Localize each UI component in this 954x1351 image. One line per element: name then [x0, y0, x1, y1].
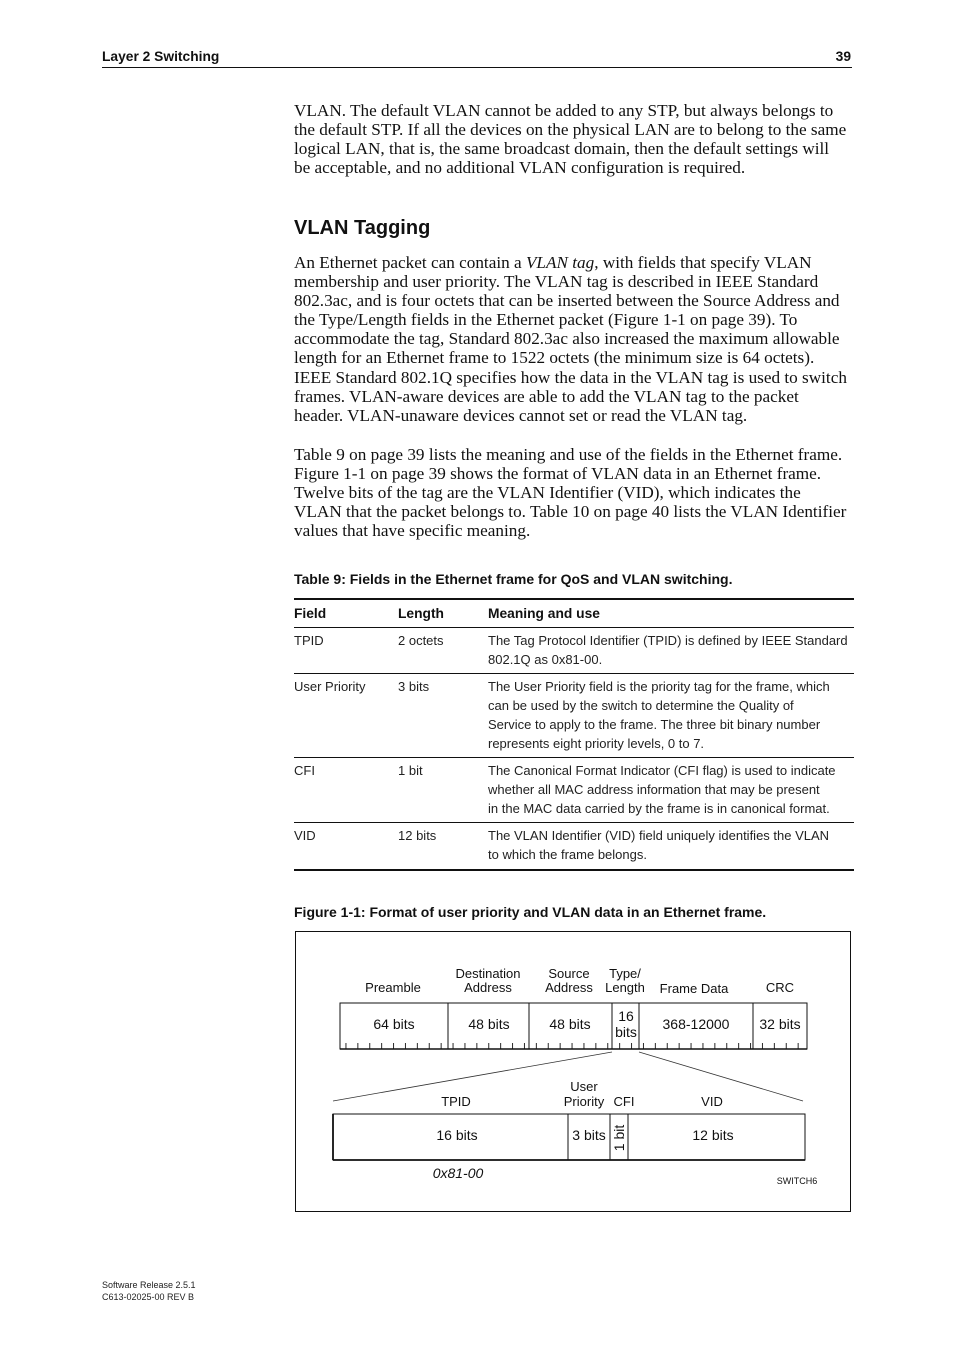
- figure-id: SWITCH6: [776, 1176, 818, 1186]
- tag-outline: [333, 1114, 805, 1160]
- meaning-cell: [488, 677, 854, 753]
- document-id: C613-02025-00 REV B: [102, 1292, 195, 1302]
- vid-label: VID: [701, 1094, 723, 1109]
- text-line: be acceptable, and no additional VLAN configuration is required.: [294, 158, 746, 178]
- type-length-label-line2: Length: [605, 980, 645, 995]
- text-line: the default STP. If all the devices on the physical LAN are to belong to the same: [294, 120, 847, 140]
- text-line: header. VLAN-unaware devices cannot set or read the VLAN tag.: [294, 405, 748, 425]
- crc-size: 32 bits: [759, 1016, 801, 1032]
- ethernet-frame-diagram: [295, 931, 851, 1212]
- destination-size: 48 bits: [468, 1016, 510, 1032]
- meaning-line: The Tag Protocol Identifier (TPID) is defined by IEEE Standard: [488, 633, 848, 648]
- column-header-field: Field: [294, 606, 327, 621]
- tpid-label: TPID: [441, 1094, 471, 1109]
- text-line: the Type/Length fields in the Ethernet packet (Figure 1-1 on page 39). To: [294, 310, 798, 330]
- text-line: logical LAN, that is, the same broadcast domain, then the default settings will: [294, 139, 830, 159]
- length-cell: 2 octets: [398, 633, 444, 648]
- type-length-size-line1: 16: [618, 1008, 634, 1024]
- emphasized-term: VLAN tag: [525, 253, 595, 272]
- column-header-meaning: Meaning and use: [488, 606, 600, 621]
- text-line: accommodate the tag, Standard 802.3ac also increased the maximum allowable: [294, 329, 840, 349]
- cfi-label: CFI: [613, 1094, 635, 1109]
- fields-table: [294, 598, 854, 871]
- crc-label: CRC: [765, 980, 795, 995]
- section-heading: VLAN Tagging: [294, 217, 431, 239]
- meaning-line: in the MAC data carried by the frame is in canonical format.: [488, 801, 830, 816]
- frame-tick-marks: [340, 1043, 807, 1049]
- page-footer: [102, 1279, 196, 1303]
- text-line: Figure 1-1 on page 39 shows the format of VLAN data in an Ethernet frame.: [294, 464, 822, 484]
- user-priority-label-line1: User: [570, 1079, 598, 1094]
- running-header: [102, 47, 852, 68]
- source-label-line1: Source: [548, 966, 590, 981]
- text-line: VLAN. The default VLAN cannot be added to any STP, but always belongs to: [294, 101, 834, 120]
- meaning-line: The VLAN Identifier (VID) field uniquely identifies the VLAN: [488, 828, 830, 843]
- software-release: Software Release 2.5.1: [102, 1280, 196, 1290]
- field-cell: User Priority: [294, 679, 366, 694]
- vlan-tag-paragraph: [294, 253, 847, 425]
- text-line: VLAN that the packet belongs to. Table 10 on page 40 lists the VLAN Identifier: [294, 502, 847, 522]
- table-caption: Table 9: Fields in the Ethernet frame for QoS and VLAN switching.: [294, 571, 733, 587]
- preamble-label: Preamble: [365, 980, 421, 995]
- meaning-line: represents eight priority levels, 0 to 7.: [488, 736, 705, 751]
- field-cell: CFI: [294, 763, 315, 778]
- table-row: [294, 628, 854, 674]
- tpid-value: 0x81-00: [432, 1165, 484, 1181]
- reference-paragraph: [294, 445, 846, 540]
- meaning-cell: [488, 826, 854, 864]
- text-fragment: An Ethernet packet can contain a: [294, 253, 526, 272]
- text-line: membership and user priority. The VLAN tag is described in IEEE Standard: [294, 272, 819, 292]
- text-line: frames. VLAN-aware devices are able to add the VLAN tag to the packet: [294, 386, 799, 406]
- text-line: values that have specific meaning.: [294, 521, 531, 541]
- text-line: length for an Ethernet frame to 1522 octets (the minimum size is 64 octets).: [294, 348, 815, 368]
- page-number: 39: [835, 49, 851, 64]
- frame-data-size: 368-12000: [662, 1016, 730, 1032]
- length-cell: 3 bits: [398, 679, 430, 694]
- table-row: [294, 758, 854, 823]
- source-label-line2: Address: [545, 980, 593, 995]
- figure-frame-format: [295, 931, 851, 1212]
- column-header-length: Length: [398, 606, 444, 621]
- meaning-line: to which the frame belongs.: [488, 847, 647, 862]
- meaning-line: The Canonical Format Indicator (CFI flag) is used to indicate: [488, 763, 836, 778]
- text-line: [294, 253, 847, 272]
- intro-paragraph: [294, 101, 846, 177]
- user-priority-label-line2: Priority: [563, 1094, 605, 1109]
- cfi-size: 1 bit: [611, 1124, 627, 1152]
- user-priority-size: 3 bits: [572, 1127, 606, 1143]
- text-fragment: , with fields that specify VLAN: [594, 253, 812, 272]
- preamble-size: 64 bits: [373, 1016, 415, 1032]
- length-cell: 12 bits: [398, 828, 437, 843]
- meaning-line: The User Priority field is the priority tag for the frame, which: [488, 679, 830, 694]
- table-header-row: [294, 600, 854, 628]
- length-cell: 1 bit: [398, 763, 423, 778]
- type-length-label-line1: Type/: [609, 966, 641, 981]
- field-cell: VID: [294, 828, 316, 843]
- section-title: Layer 2 Switching: [102, 49, 220, 64]
- text-line: IEEE Standard 802.1Q specifies how the data in the VLAN tag is used to switch: [294, 367, 847, 387]
- meaning-cell: [488, 631, 854, 669]
- meaning-line: Service to apply to the frame. The three bit binary number: [488, 717, 821, 732]
- frame-data-label: Frame Data: [659, 981, 729, 996]
- source-size: 48 bits: [549, 1016, 591, 1032]
- field-cell: TPID: [294, 633, 324, 648]
- text-line: Twelve bits of the tag are the VLAN Identifier (VID), which indicates the: [294, 483, 801, 503]
- tpid-size: 16 bits: [436, 1127, 478, 1143]
- meaning-line: 802.1Q as 0x81-00.: [488, 652, 603, 667]
- figure-caption: Figure 1-1: Format of user priority and VLAN data in an Ethernet frame.: [294, 904, 767, 920]
- type-length-size-line2: bits: [615, 1024, 637, 1040]
- meaning-line: whether all MAC address information that may be present: [488, 782, 820, 797]
- vid-size: 12 bits: [692, 1127, 734, 1143]
- table-row: [294, 674, 854, 758]
- destination-label-line1: Destination: [455, 966, 521, 981]
- meaning-cell: [488, 761, 854, 818]
- text-line: Table 9 on page 39 lists the meaning and use of the fields in the Ethernet frame.: [294, 445, 843, 464]
- meaning-line: can be used by the switch to determine the Quality of: [488, 698, 794, 713]
- table-row: [294, 823, 854, 869]
- destination-label-line2: Address: [464, 980, 512, 995]
- text-line: 802.3ac, and is four octets that can be inserted between the Source Address and: [294, 291, 840, 311]
